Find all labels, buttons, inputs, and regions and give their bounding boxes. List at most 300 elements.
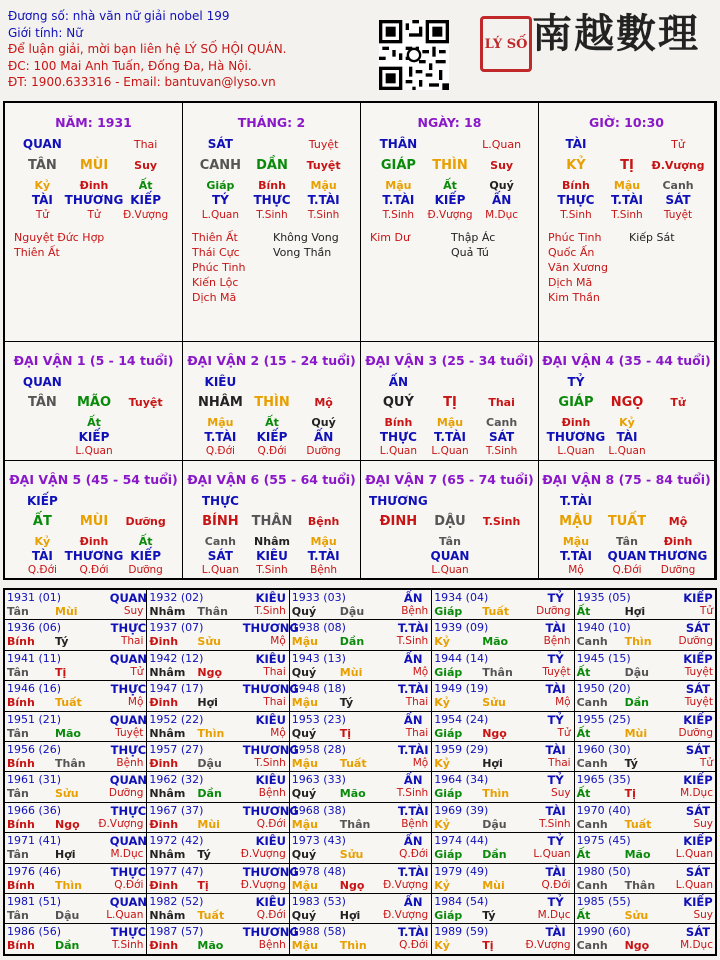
year-label: 1986 (56) bbox=[7, 925, 62, 939]
year-branch: Hợi bbox=[197, 696, 218, 710]
year-label: 1955 (25) bbox=[576, 712, 631, 726]
earthly-branch: THÌN bbox=[432, 158, 468, 173]
year-ten-god: QUAN bbox=[109, 591, 148, 605]
year-ten-god: THỰC bbox=[110, 803, 147, 818]
year-stem: Đinh bbox=[149, 817, 179, 831]
heavenly-stem: KỶ bbox=[566, 158, 586, 173]
year-branch: Sửu bbox=[482, 696, 506, 710]
year-cell bbox=[575, 833, 717, 863]
hidden-state: L.Quan bbox=[75, 445, 113, 457]
hidden-ten-god: KIÊU bbox=[256, 549, 288, 563]
hidden-ten-god: T.TÀI bbox=[307, 193, 340, 207]
year-stem: Mậu bbox=[291, 757, 318, 770]
shen-sha-item: Thiên Ất bbox=[192, 231, 238, 244]
year-label: 1960 (30) bbox=[576, 743, 631, 756]
shen-sha-item: Dịch Mã bbox=[192, 291, 237, 304]
year-branch: Tuất bbox=[482, 605, 509, 618]
year-state: Dưỡng bbox=[678, 635, 713, 648]
year-label: 1983 (53) bbox=[291, 895, 346, 908]
year-cell bbox=[432, 894, 574, 924]
luck-pillar-cell bbox=[361, 461, 539, 579]
year-ten-god: T.TÀI bbox=[397, 621, 429, 636]
hidden-ten-god: TÀI bbox=[31, 549, 53, 563]
year-ten-god: THƯƠNG bbox=[242, 925, 299, 940]
annual-years-table bbox=[3, 588, 717, 956]
year-cell bbox=[147, 772, 289, 802]
hidden-ten-god: T.TÀI bbox=[559, 549, 592, 563]
year-ten-god: THƯƠNG bbox=[242, 803, 299, 818]
year-ten-god: T.TÀI bbox=[397, 682, 429, 697]
hidden-ten-god: THỰC bbox=[557, 193, 595, 207]
hidden-stem: Quý bbox=[489, 179, 514, 192]
year-stem: Bính bbox=[7, 757, 35, 770]
year-stem: Tân bbox=[7, 909, 29, 922]
hidden-ten-god: ẤN bbox=[313, 430, 334, 444]
year-branch: Dần bbox=[197, 787, 222, 801]
hidden-state: T.Sinh bbox=[611, 209, 643, 221]
heavenly-stem: GIÁP bbox=[380, 158, 416, 173]
year-branch: Hợi bbox=[624, 605, 646, 618]
year-state: T.Sinh bbox=[254, 605, 286, 617]
pillar-cell bbox=[539, 103, 715, 342]
hidden-stem: Kỷ bbox=[34, 179, 51, 192]
hidden-state: L.Quan bbox=[608, 445, 646, 457]
year-stem: Canh bbox=[576, 757, 608, 770]
year-ten-god: THỰC bbox=[110, 621, 147, 636]
year-cell bbox=[575, 772, 717, 802]
year-stem: Nhâm bbox=[149, 909, 186, 922]
branch-state: Suy bbox=[490, 159, 514, 172]
year-label: 1987 (57) bbox=[149, 925, 204, 939]
year-ten-god: QUAN bbox=[109, 712, 148, 727]
qr-code bbox=[379, 20, 449, 90]
hidden-ten-god: SÁT bbox=[207, 549, 233, 563]
year-state: T.Sinh bbox=[539, 817, 571, 830]
year-cell bbox=[5, 681, 147, 711]
year-state: Q.Đới bbox=[256, 817, 286, 830]
year-ten-god: KIÊU bbox=[255, 591, 286, 605]
year-stem: Tân bbox=[7, 605, 29, 618]
year-state: T.Sinh bbox=[396, 635, 429, 648]
branch-state: Mộ bbox=[668, 515, 688, 528]
shen-sha-list-right bbox=[629, 230, 675, 245]
hidden-state: Q.Đới bbox=[612, 564, 642, 576]
year-stem: Quý bbox=[291, 909, 317, 922]
year-ten-god: TÀI bbox=[545, 864, 566, 879]
year-state: Mộ bbox=[127, 696, 144, 709]
year-state: Suy bbox=[123, 605, 144, 617]
year-label: 1982 (52) bbox=[149, 895, 204, 908]
year-cell bbox=[290, 833, 432, 863]
year-state: Đ.Vượng bbox=[383, 909, 429, 921]
shen-sha-item: Thập Ác bbox=[451, 231, 496, 244]
year-branch: Tị bbox=[624, 787, 636, 801]
year-label: 1980 (50) bbox=[576, 864, 631, 878]
hidden-state: Q.Đới bbox=[205, 445, 235, 457]
year-label: 1985 (55) bbox=[576, 895, 631, 908]
hidden-state: Bệnh bbox=[310, 564, 338, 576]
year-state: T.Sinh bbox=[254, 757, 286, 769]
year-branch: Sửu bbox=[339, 848, 364, 862]
top-state-label: Tử bbox=[671, 138, 685, 151]
branch-state: Suy bbox=[134, 159, 158, 172]
year-state: L.Quan bbox=[675, 878, 713, 891]
shen-sha-item: Kiến Lộc bbox=[192, 276, 239, 289]
year-ten-god: ẤN bbox=[403, 712, 423, 727]
year-branch: Thân bbox=[339, 817, 371, 831]
hidden-state: L.Quan bbox=[431, 564, 469, 576]
year-state: Tử bbox=[130, 665, 144, 678]
year-stem: Canh bbox=[576, 939, 608, 953]
luck-pillar-cell bbox=[5, 342, 183, 461]
year-branch: Thìn bbox=[482, 787, 510, 801]
year-state: Q.Đới bbox=[399, 848, 429, 861]
year-stem: Nhâm bbox=[149, 726, 186, 740]
year-stem: Quý bbox=[291, 848, 317, 862]
year-ten-god: ẤN bbox=[403, 773, 423, 788]
year-state: Thai bbox=[405, 726, 429, 739]
hidden-ten-god: T.TÀI bbox=[307, 549, 340, 563]
year-state: Q.Đới bbox=[256, 909, 286, 921]
earthly-branch: MÙI bbox=[79, 514, 109, 529]
heavenly-stem: ẤT bbox=[32, 514, 52, 529]
hidden-state: Q.Đới bbox=[257, 445, 287, 457]
brand-logo-title: 南越數理 bbox=[532, 10, 700, 57]
year-branch: Dậu bbox=[197, 757, 222, 770]
year-stem: Bính bbox=[7, 878, 35, 892]
luck-title: ĐẠI VẬN 3 (25 - 34 tuổi) bbox=[365, 353, 534, 368]
year-label: 1962 (32) bbox=[149, 773, 204, 787]
year-ten-god: SÁT bbox=[685, 803, 711, 818]
year-branch: Mùi bbox=[482, 878, 505, 892]
year-label: 1954 (24) bbox=[434, 712, 489, 726]
hidden-ten-god: THƯƠNG bbox=[64, 549, 124, 563]
year-ten-god: T.TÀI bbox=[397, 743, 429, 757]
luck-title: ĐẠI VẬN 4 (35 - 44 tuổi) bbox=[542, 353, 711, 368]
year-label: 1949 (19) bbox=[434, 682, 489, 696]
ten-god-label: ẤN bbox=[388, 375, 409, 389]
pillar-cell bbox=[5, 103, 183, 342]
year-state: Dưỡng bbox=[536, 605, 571, 617]
hidden-stem: Ất bbox=[443, 179, 457, 192]
header-line: Giới tính: Nữ bbox=[8, 25, 83, 40]
year-cell bbox=[290, 681, 432, 711]
year-branch: Mão bbox=[624, 848, 651, 862]
year-label: 1948 (18) bbox=[291, 682, 346, 696]
year-cell bbox=[147, 803, 299, 833]
year-ten-god: SÁT bbox=[685, 864, 711, 879]
year-ten-god: TÀI bbox=[545, 743, 566, 757]
year-state: Bệnh bbox=[258, 787, 286, 800]
year-branch: Dậu bbox=[339, 605, 365, 618]
hidden-stem: Mậu bbox=[562, 535, 590, 548]
year-ten-god: SÁT bbox=[685, 743, 711, 757]
hidden-ten-god: SÁT bbox=[665, 193, 691, 207]
hidden-state: T.Sinh bbox=[307, 209, 340, 221]
year-stem: Giáp bbox=[434, 665, 463, 679]
year-branch: Mão bbox=[339, 787, 366, 801]
hidden-state: Dưỡng bbox=[306, 445, 341, 457]
year-label: 1961 (31) bbox=[7, 773, 62, 787]
year-label: 1969 (39) bbox=[434, 803, 489, 817]
pillar-title: NGÀY: 18 bbox=[417, 115, 482, 130]
hidden-stem: Mậu bbox=[385, 179, 412, 192]
branch-state: Dưỡng bbox=[125, 515, 166, 528]
year-cell bbox=[290, 924, 432, 954]
year-stem: Canh bbox=[576, 878, 608, 892]
year-ten-god: TÀI bbox=[545, 621, 566, 636]
year-cell bbox=[432, 712, 574, 742]
year-stem: Tân bbox=[7, 848, 29, 862]
year-label: 1965 (35) bbox=[576, 773, 631, 787]
year-state: Thai bbox=[120, 635, 144, 648]
year-state: Đ.Vượng bbox=[240, 848, 286, 861]
hidden-stem: Ất bbox=[138, 535, 153, 548]
year-stem: Canh bbox=[576, 696, 608, 710]
year-branch: Tý bbox=[197, 848, 211, 862]
year-branch: Dậu bbox=[55, 909, 80, 922]
year-state: Tử bbox=[557, 726, 571, 739]
shen-sha-item: Kim Dư bbox=[370, 231, 410, 244]
hidden-state: Đ.Vượng bbox=[427, 209, 473, 221]
year-label: 1973 (43) bbox=[291, 834, 346, 848]
year-branch: Hợi bbox=[55, 848, 76, 862]
year-stem: Kỷ bbox=[434, 939, 450, 953]
year-ten-god: TỶ bbox=[547, 712, 564, 727]
year-state: M.Dục bbox=[110, 848, 144, 861]
top-state-label: Thai bbox=[133, 138, 158, 151]
year-state: Tuyệt bbox=[684, 665, 713, 678]
pillar-cell bbox=[183, 103, 361, 342]
ten-god-label: T.TÀI bbox=[559, 494, 592, 508]
shen-sha-list-left bbox=[192, 230, 246, 305]
year-state: Mộ bbox=[555, 696, 571, 709]
year-stem: Nhâm bbox=[149, 665, 186, 679]
shen-sha-list-left bbox=[14, 230, 104, 260]
year-state: Dưỡng bbox=[678, 726, 713, 739]
year-cell bbox=[5, 924, 147, 954]
year-cell bbox=[575, 620, 717, 650]
shen-sha-list-right bbox=[273, 230, 339, 260]
pillar-title: GIỜ: 10:30 bbox=[589, 115, 664, 130]
year-label: 1972 (42) bbox=[149, 834, 204, 848]
shen-sha-item: Văn Xương bbox=[548, 261, 608, 274]
top-state-label: L.Quan bbox=[482, 138, 522, 151]
hidden-stem: Quý bbox=[311, 416, 336, 429]
year-label: 1963 (33) bbox=[291, 773, 346, 787]
hidden-stem: Mậu bbox=[613, 179, 641, 192]
year-ten-god: QUAN bbox=[109, 773, 148, 788]
hidden-stem: Bính bbox=[384, 416, 413, 429]
year-ten-god: TÀI bbox=[545, 682, 566, 697]
year-state: Bệnh bbox=[401, 605, 429, 617]
hidden-ten-god: KIẾP bbox=[130, 193, 161, 207]
hidden-stem: Canh bbox=[486, 416, 518, 429]
hidden-state: Đ.Vượng bbox=[123, 209, 169, 221]
ten-god-label: SÁT bbox=[207, 137, 233, 151]
year-ten-god: KIÊU bbox=[255, 773, 286, 788]
year-cell bbox=[147, 924, 299, 954]
hidden-state: L.Quan bbox=[201, 209, 239, 221]
year-label: 1964 (34) bbox=[434, 773, 489, 787]
year-cell bbox=[575, 864, 717, 894]
year-ten-god: KIÊU bbox=[255, 895, 286, 909]
year-stem: Mậu bbox=[291, 635, 318, 649]
year-label: 1989 (59) bbox=[434, 925, 489, 939]
year-branch: Ngọ bbox=[197, 665, 223, 679]
year-cell bbox=[147, 833, 289, 863]
year-cell bbox=[5, 894, 147, 924]
year-state: Suy bbox=[693, 817, 713, 830]
year-state: M.Dục bbox=[680, 787, 713, 800]
year-stem: Đinh bbox=[149, 878, 179, 892]
year-cell bbox=[575, 803, 717, 833]
year-branch: Thân bbox=[197, 605, 228, 618]
earthly-branch: MÙI bbox=[79, 158, 109, 173]
pillar-title: NĂM: 1931 bbox=[55, 115, 132, 130]
hidden-state: Q.Đới bbox=[27, 564, 57, 576]
hidden-ten-god: QUAN bbox=[430, 549, 470, 563]
year-stem: Nhâm bbox=[149, 787, 186, 801]
year-state: Bệnh bbox=[543, 635, 571, 648]
year-cell bbox=[290, 712, 432, 742]
luck-title: ĐẠI VẬN 2 (15 - 24 tuổi) bbox=[187, 353, 356, 368]
year-label: 1940 (10) bbox=[576, 621, 631, 635]
year-cell bbox=[147, 712, 289, 742]
shen-sha-list-left bbox=[548, 230, 608, 305]
year-stem: Ất bbox=[576, 605, 591, 618]
luck-pillar-cell bbox=[183, 461, 361, 579]
year-stem: Canh bbox=[576, 635, 608, 649]
year-stem: Nhâm bbox=[149, 605, 186, 618]
year-ten-god: ẤN bbox=[403, 834, 423, 849]
header-line: ĐT: 1900.633316 - Email: bantuvan@lyso.vn bbox=[8, 75, 276, 89]
year-ten-god: THƯƠNG bbox=[242, 682, 299, 697]
year-state: Mộ bbox=[270, 635, 286, 648]
ten-god-label: QUAN bbox=[22, 375, 62, 389]
hidden-state: Q.Đới bbox=[79, 564, 109, 576]
year-cell bbox=[5, 651, 147, 681]
year-stem: Tân bbox=[7, 726, 29, 740]
year-branch: Thân bbox=[55, 757, 86, 770]
year-cell bbox=[5, 590, 147, 620]
branch-state: Thai bbox=[488, 396, 515, 409]
year-stem: Ất bbox=[576, 726, 591, 740]
hidden-ten-god: QUAN bbox=[607, 549, 647, 563]
heavenly-stem: ĐINH bbox=[379, 514, 418, 529]
year-branch: Tuất bbox=[55, 696, 82, 710]
shen-sha-item: Dịch Mã bbox=[548, 276, 593, 289]
year-state: Tử bbox=[699, 757, 713, 769]
earthly-branch: THÌN bbox=[254, 395, 290, 410]
year-branch: Tị bbox=[482, 939, 494, 953]
year-branch: Tý bbox=[339, 696, 354, 710]
year-state: Q.Đới bbox=[114, 878, 144, 891]
luck-title: ĐẠI VẬN 8 (75 - 84 tuổi) bbox=[542, 472, 711, 487]
year-cell bbox=[147, 620, 299, 650]
year-ten-god: THƯƠNG bbox=[242, 743, 299, 757]
year-label: 1957 (27) bbox=[149, 743, 204, 756]
year-stem: Quý bbox=[291, 665, 317, 679]
luck-pillar-cell bbox=[539, 342, 715, 461]
year-label: 1990 (60) bbox=[576, 925, 631, 939]
hidden-state: L.Quan bbox=[379, 445, 417, 457]
year-cell bbox=[575, 681, 717, 711]
year-cell bbox=[290, 894, 432, 924]
ten-god-label: KIÊU bbox=[204, 375, 237, 389]
year-cell bbox=[432, 620, 574, 650]
ten-god-label: KIẾP bbox=[26, 494, 58, 508]
branch-state: Đ.Vượng bbox=[651, 159, 705, 172]
year-stem: Kỷ bbox=[434, 757, 450, 770]
hidden-ten-god: THƯƠNG bbox=[64, 193, 124, 207]
year-stem: Giáp bbox=[434, 605, 463, 618]
branch-state: Tử bbox=[670, 396, 686, 409]
year-cell bbox=[5, 803, 147, 833]
year-label: 1977 (47) bbox=[149, 864, 204, 878]
year-state: Mộ bbox=[412, 665, 429, 678]
year-label: 1958 (28) bbox=[291, 743, 346, 756]
year-ten-god: ẤN bbox=[403, 591, 423, 605]
top-state-label: Tuyệt bbox=[308, 138, 339, 151]
year-state: Q.Đới bbox=[399, 939, 429, 952]
hidden-stem: Kỷ bbox=[34, 535, 51, 548]
year-stem: Đinh bbox=[149, 757, 179, 770]
year-state: Đ.Vượng bbox=[240, 878, 286, 891]
shen-sha-item: Quả Tú bbox=[451, 246, 489, 259]
year-label: 1988 (58) bbox=[291, 925, 346, 939]
year-label: 1959 (29) bbox=[434, 743, 489, 756]
year-stem: Giáp bbox=[434, 726, 463, 740]
year-label: 1971 (41) bbox=[7, 834, 62, 848]
luck-title: ĐẠI VẬN 5 (45 - 54 tuổi) bbox=[9, 472, 178, 487]
year-cell bbox=[147, 651, 289, 681]
header-line: Đương số: nhà văn nữ giải nobel 199 bbox=[8, 9, 230, 23]
hidden-stem: Đinh bbox=[561, 416, 591, 429]
year-branch: Mão bbox=[55, 726, 81, 740]
hidden-stem: Bính bbox=[258, 179, 286, 192]
luck-title: ĐẠI VẬN 1 (5 - 14 tuổi) bbox=[13, 353, 174, 368]
year-stem: Mậu bbox=[291, 878, 318, 892]
hidden-state: M.Dục bbox=[485, 209, 519, 221]
year-cell bbox=[290, 772, 432, 802]
year-cell bbox=[575, 742, 717, 772]
hidden-stem: Đinh bbox=[79, 535, 109, 548]
year-cell bbox=[147, 864, 299, 894]
chart-header bbox=[8, 8, 286, 91]
shen-sha-item: Phúc Tinh bbox=[192, 261, 246, 274]
year-ten-god: T.TÀI bbox=[397, 864, 429, 879]
year-label: 1936 (06) bbox=[7, 621, 62, 635]
pillar-cell bbox=[361, 103, 539, 342]
year-label: 1937 (07) bbox=[149, 621, 204, 635]
branch-state: Bệnh bbox=[307, 515, 340, 528]
branch-state: Mộ bbox=[314, 396, 333, 409]
ten-god-label: THÂN bbox=[379, 137, 418, 151]
year-ten-god: QUAN bbox=[109, 895, 148, 909]
year-branch: Thìn bbox=[339, 939, 367, 953]
earthly-branch: TUẤT bbox=[607, 514, 647, 529]
year-state: M.Dục bbox=[537, 909, 571, 921]
year-stem: Quý bbox=[291, 787, 317, 801]
year-cell bbox=[5, 864, 147, 894]
year-ten-god: TỶ bbox=[547, 591, 564, 605]
red-seal-stamp: LÝ SỐ bbox=[480, 16, 532, 72]
year-state: M.Dục bbox=[680, 939, 713, 952]
year-state: Thai bbox=[405, 696, 429, 709]
year-branch: Mão bbox=[482, 635, 509, 649]
shen-sha-list-right bbox=[451, 230, 495, 260]
